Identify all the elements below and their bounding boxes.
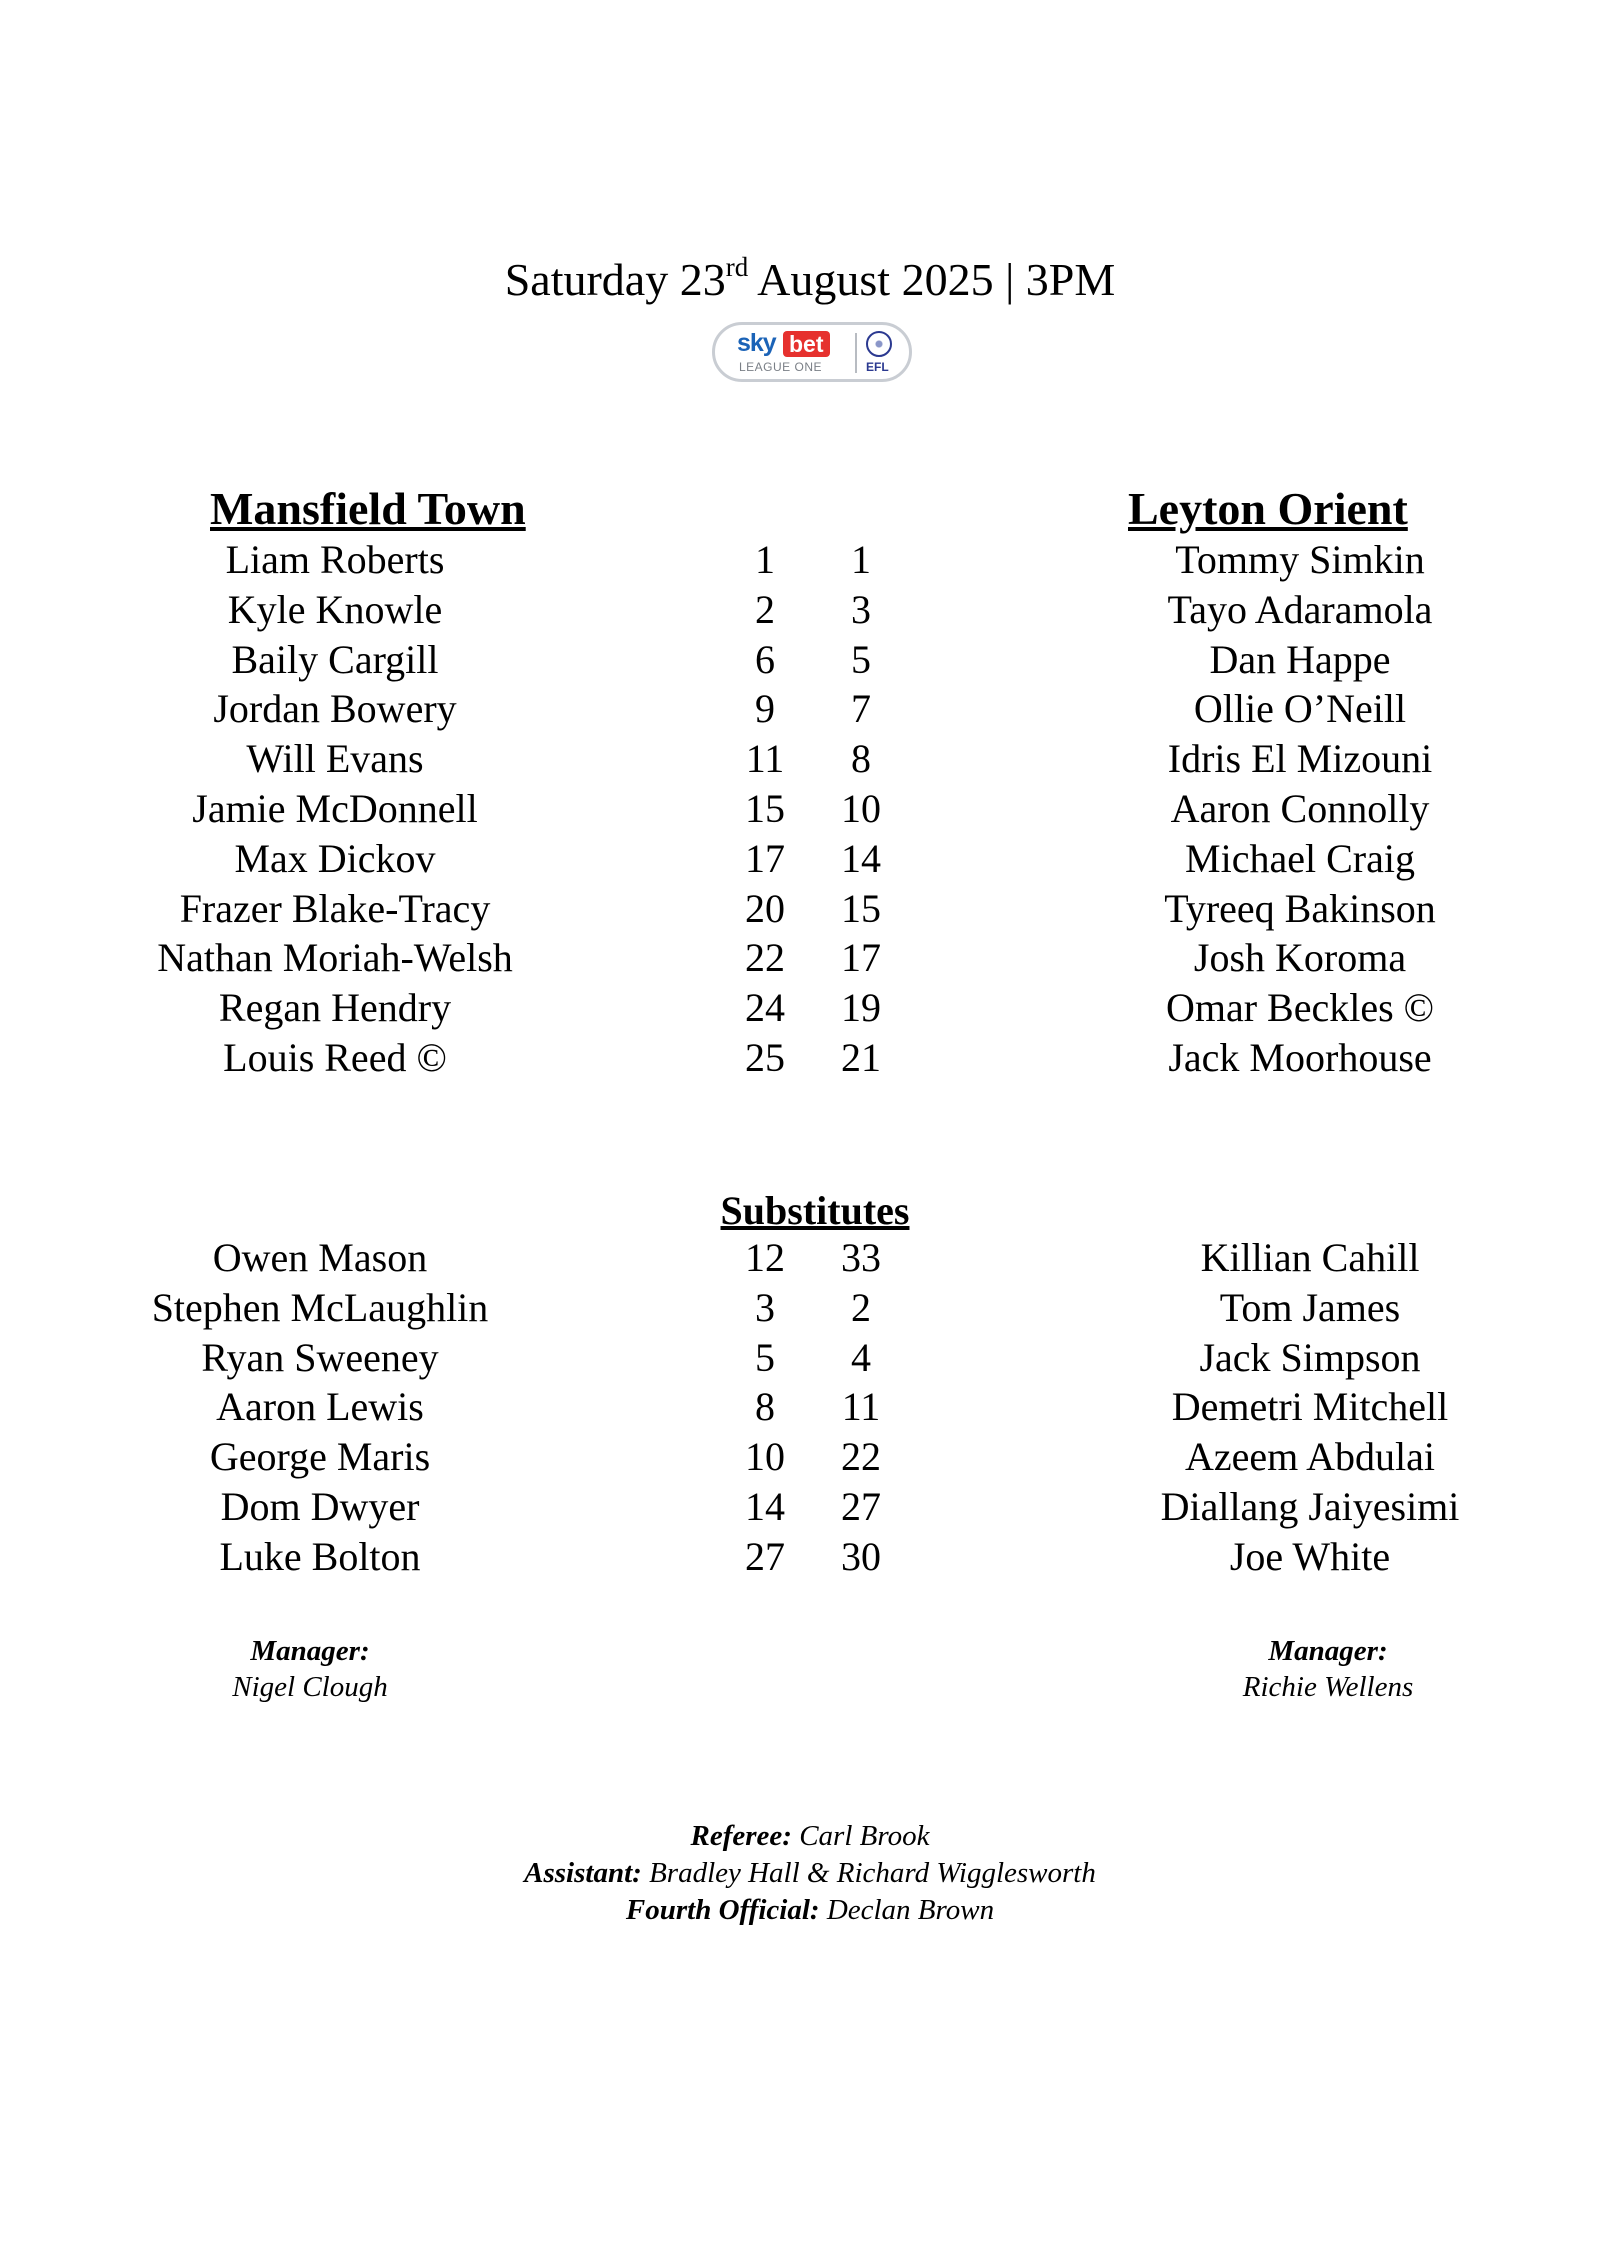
squad-number: 27	[841, 1483, 881, 1529]
squad-number: 15	[841, 885, 881, 931]
home-team-title: Mansfield Town	[210, 483, 526, 534]
player-name: Ryan Sweeney	[201, 1334, 439, 1380]
squad-number: 3	[851, 586, 871, 632]
squad-number: 14	[745, 1483, 785, 1529]
player-name: Ollie O’Neill	[1193, 686, 1407, 732]
fourth-official-label: Fourth Official:	[625, 1894, 820, 1926]
squad-number: 2	[755, 586, 775, 632]
squad-number: 21	[841, 1034, 881, 1080]
fourth-official-name: Declan Brown	[819, 1894, 995, 1926]
home-starters-numbers	[730, 535, 800, 1083]
fourth-official-line	[0, 1892, 1600, 1929]
player-name: Liam Roberts	[225, 537, 445, 582]
fixture-date	[0, 250, 1600, 310]
player-name: Stephen McLaughlin	[151, 1284, 489, 1330]
squad-number: 12	[745, 1235, 785, 1280]
player-name: Nathan Moriah-Welsh	[157, 935, 513, 981]
away-subs-list	[1085, 1233, 1535, 1582]
squad-number: 25	[745, 1034, 785, 1080]
player-name: Jordan Bowery	[213, 686, 457, 732]
squad-number: 27	[745, 1533, 785, 1579]
player-name: Owen Mason	[212, 1235, 428, 1280]
logo-efl-text: EFL	[866, 360, 889, 374]
player-name: Aaron Connolly	[1170, 785, 1430, 831]
referee-name: Carl Brook	[791, 1820, 930, 1852]
player-name: Jack Simpson	[1199, 1334, 1421, 1380]
away-manager-name: Richie Wellens	[1242, 1671, 1414, 1703]
squad-number: 15	[745, 785, 785, 831]
player-name: George Maris	[209, 1434, 431, 1480]
away-team-title: Leyton Orient	[1128, 483, 1408, 534]
logo-league-text: LEAGUE ONE	[739, 360, 823, 374]
player-name: Demetri Mitchell	[1171, 1384, 1449, 1430]
home-starters-list	[110, 535, 560, 1083]
player-name: Frazer Blake-Tracy	[179, 885, 491, 931]
player-name: Baily Cargill	[231, 636, 439, 682]
squad-number: 17	[841, 935, 881, 981]
squad-number: 9	[755, 686, 775, 732]
player-name: Idris El Mizouni	[1167, 736, 1433, 782]
squad-number: 33	[841, 1235, 881, 1280]
squad-number: 1	[851, 537, 871, 582]
away-starters-list	[1075, 535, 1525, 1083]
squad-number: 17	[745, 835, 785, 881]
squad-number: 22	[745, 935, 785, 981]
player-name: Dom Dwyer	[220, 1483, 420, 1529]
player-name: Diallang Jaiyesimi	[1160, 1483, 1460, 1529]
match-officials	[0, 1818, 1600, 1929]
assistant-names: Bradley Hall & Richard Wigglesworth	[641, 1857, 1096, 1889]
squad-number: 14	[841, 835, 881, 881]
sky-bet-league-one-logo	[712, 322, 912, 382]
player-name: Jamie McDonnell	[192, 785, 478, 831]
player-name: Max Dickov	[234, 835, 436, 881]
date-suffix: rd	[725, 252, 749, 282]
player-name: Tom James	[1219, 1284, 1401, 1330]
player-name: Jack Moorhouse	[1168, 1034, 1432, 1080]
home-subs-list	[95, 1233, 545, 1582]
player-name: Regan Hendry	[218, 985, 452, 1031]
home-subs-numbers	[730, 1233, 800, 1582]
player-name: Tommy Simkin	[1175, 537, 1425, 582]
squad-number: 10	[841, 785, 881, 831]
date-day: Saturday 23	[504, 254, 726, 305]
squad-number: 8	[755, 1384, 775, 1430]
squad-number: 7	[851, 686, 871, 732]
away-subs-numbers	[826, 1233, 896, 1582]
squad-number: 24	[745, 985, 785, 1031]
player-name: Killian Cahill	[1200, 1235, 1420, 1280]
player-name: Dan Happe	[1209, 636, 1391, 682]
player-name: Omar Beckles ©	[1165, 985, 1435, 1031]
referee-line	[0, 1818, 1600, 1855]
player-name: Aaron Lewis	[216, 1384, 424, 1430]
player-name: Will Evans	[246, 736, 424, 782]
squad-number: 3	[755, 1284, 775, 1330]
logo-bet-text: bet	[783, 331, 830, 357]
squad-number: 11	[745, 736, 785, 782]
home-manager-label: Manager:	[250, 1635, 370, 1667]
squad-number: 19	[841, 985, 881, 1031]
squad-number: 2	[851, 1284, 871, 1330]
squad-number: 6	[755, 636, 775, 682]
assistant-line	[0, 1855, 1600, 1892]
player-name: Luke Bolton	[219, 1533, 421, 1579]
efl-ball-icon	[866, 331, 892, 357]
squad-number: 10	[745, 1434, 785, 1480]
player-name: Joe White	[1229, 1533, 1391, 1579]
away-manager-label: Manager:	[1268, 1635, 1388, 1667]
squad-number: 5	[851, 636, 871, 682]
home-manager-name: Nigel Clough	[232, 1671, 388, 1703]
logo-sky-text: sky	[737, 329, 776, 357]
home-manager	[160, 1633, 460, 1705]
assistant-label: Assistant:	[524, 1857, 642, 1889]
date-rest: August 2025 | 3PM	[748, 254, 1116, 305]
referee-label: Referee:	[690, 1820, 792, 1852]
player-name: Kyle Knowle	[227, 586, 443, 632]
logo-divider	[855, 333, 857, 373]
player-name: Azeem Abdulai	[1185, 1434, 1435, 1480]
player-name: Louis Reed ©	[223, 1034, 447, 1080]
squad-number: 1	[755, 537, 775, 582]
player-name: Josh Koroma	[1193, 935, 1407, 981]
squad-number: 20	[745, 885, 785, 931]
player-name: Tayo Adaramola	[1167, 586, 1433, 632]
substitutes-heading: Substitutes	[720, 1188, 910, 1233]
player-name: Tyreeq Bakinson	[1164, 885, 1436, 931]
away-starters-numbers	[826, 535, 896, 1083]
squad-number: 30	[841, 1533, 881, 1579]
squad-number: 8	[851, 736, 871, 782]
away-manager	[1178, 1633, 1478, 1705]
squad-number: 4	[851, 1334, 871, 1380]
squad-number: 5	[755, 1334, 775, 1380]
squad-number: 22	[841, 1434, 881, 1480]
player-name: Michael Craig	[1185, 835, 1415, 881]
squad-number: 11	[841, 1384, 881, 1430]
